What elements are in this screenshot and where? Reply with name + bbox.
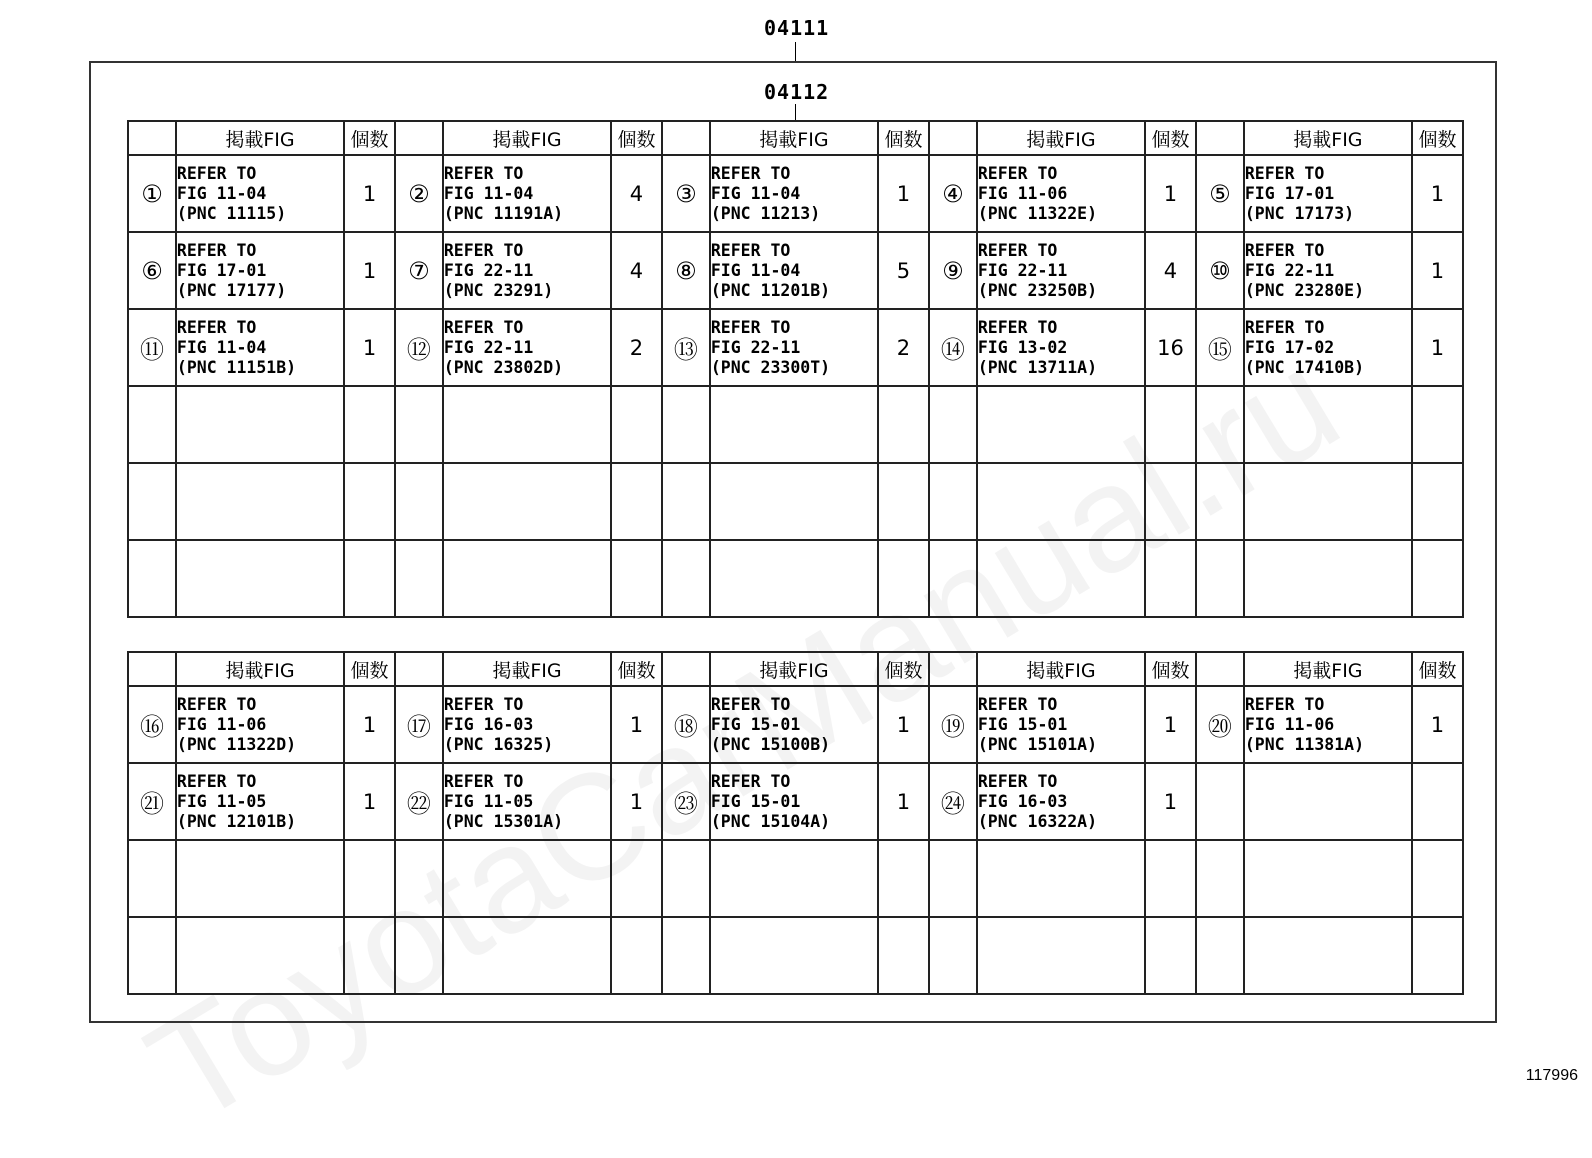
header-qty-label: 個数 bbox=[878, 652, 929, 686]
item-quantity: 2 bbox=[878, 309, 929, 386]
empty-cell bbox=[443, 386, 611, 463]
assembly-label-outer: 04111 bbox=[764, 16, 830, 40]
header-number-cell bbox=[662, 121, 710, 155]
figure-reference bbox=[977, 232, 1145, 309]
empty-cell bbox=[1244, 840, 1412, 917]
empty-row bbox=[128, 386, 1463, 463]
empty-row bbox=[128, 840, 1463, 917]
item-quantity: 2 bbox=[611, 309, 662, 386]
reference-line: FIG 15-01 bbox=[710, 791, 801, 811]
reference-line: FIG 11-05 bbox=[176, 791, 267, 811]
empty-cell bbox=[1196, 840, 1244, 917]
item-quantity: 1 bbox=[878, 686, 929, 763]
empty-cell bbox=[977, 917, 1145, 994]
figure-reference bbox=[977, 686, 1145, 763]
reference-line: (PNC 12101B) bbox=[176, 811, 297, 831]
item-quantity: 1 bbox=[1412, 155, 1463, 232]
empty-cell bbox=[443, 840, 611, 917]
empty-cell bbox=[1196, 463, 1244, 540]
item-number: ⑧ bbox=[662, 232, 710, 309]
reference-table-upper bbox=[127, 120, 1464, 618]
reference-line: FIG 11-06 bbox=[1244, 714, 1335, 734]
item-number: ⑪ bbox=[128, 309, 176, 386]
item-number: ⑤ bbox=[1196, 155, 1244, 232]
empty-cell bbox=[344, 540, 395, 617]
item-quantity: 16 bbox=[1145, 309, 1196, 386]
empty-cell bbox=[1196, 917, 1244, 994]
empty-row bbox=[128, 540, 1463, 617]
empty-cell bbox=[1244, 386, 1412, 463]
empty-cell bbox=[395, 540, 443, 617]
empty-row bbox=[128, 917, 1463, 994]
item-quantity: 4 bbox=[611, 155, 662, 232]
item-quantity: 5 bbox=[878, 232, 929, 309]
figure-reference bbox=[710, 686, 878, 763]
item-quantity: 1 bbox=[1145, 155, 1196, 232]
empty-cell bbox=[710, 463, 878, 540]
item-quantity: 1 bbox=[1412, 232, 1463, 309]
reference-line: (PNC 11322D) bbox=[176, 734, 297, 754]
reference-line: (PNC 23802D) bbox=[443, 357, 564, 377]
empty-cell bbox=[929, 917, 977, 994]
reference-line: REFER TO bbox=[710, 240, 791, 260]
empty-cell bbox=[878, 463, 929, 540]
reference-line: FIG 16-03 bbox=[977, 791, 1068, 811]
empty-cell bbox=[176, 540, 344, 617]
item-number: ⑨ bbox=[929, 232, 977, 309]
figure-reference bbox=[443, 686, 611, 763]
reference-line: FIG 17-01 bbox=[1244, 183, 1335, 203]
reference-line: FIG 22-11 bbox=[443, 260, 534, 280]
header-fig-label: 掲載FIG bbox=[710, 652, 878, 686]
empty-cell bbox=[710, 386, 878, 463]
reference-line: (PNC 15104A) bbox=[710, 811, 831, 831]
empty-cell bbox=[128, 463, 176, 540]
empty-cell bbox=[1412, 463, 1463, 540]
reference-line: (PNC 15101A) bbox=[977, 734, 1098, 754]
reference-line: FIG 11-06 bbox=[176, 714, 267, 734]
figure-reference bbox=[710, 155, 878, 232]
header-qty-label: 個数 bbox=[611, 121, 662, 155]
header-fig-label: 掲載FIG bbox=[1244, 652, 1412, 686]
reference-line: REFER TO bbox=[443, 694, 524, 714]
empty-cell bbox=[662, 840, 710, 917]
header-number-cell bbox=[1196, 121, 1244, 155]
reference-line: FIG 22-11 bbox=[977, 260, 1068, 280]
figure-reference bbox=[710, 232, 878, 309]
item-quantity: 1 bbox=[1145, 686, 1196, 763]
empty-cell bbox=[611, 840, 662, 917]
reference-line: FIG 11-04 bbox=[443, 183, 534, 203]
table-row bbox=[128, 763, 1463, 840]
empty-cell bbox=[1244, 917, 1412, 994]
empty-cell bbox=[443, 540, 611, 617]
reference-line: (PNC 11201B) bbox=[710, 280, 831, 300]
item-number: ㉒ bbox=[395, 763, 443, 840]
header-qty-label: 個数 bbox=[1145, 121, 1196, 155]
empty-cell bbox=[176, 386, 344, 463]
header-number-cell bbox=[395, 121, 443, 155]
empty-cell bbox=[1196, 540, 1244, 617]
empty-cell bbox=[710, 917, 878, 994]
reference-line: REFER TO bbox=[977, 240, 1058, 260]
item-quantity: 1 bbox=[878, 763, 929, 840]
header-fig-label: 掲載FIG bbox=[176, 652, 344, 686]
reference-line: (PNC 16322A) bbox=[977, 811, 1098, 831]
item-number: ⑳ bbox=[1196, 686, 1244, 763]
item-quantity: 1 bbox=[611, 763, 662, 840]
empty-cell bbox=[1145, 917, 1196, 994]
table-row bbox=[128, 155, 1463, 232]
reference-line: REFER TO bbox=[710, 317, 791, 337]
table-row bbox=[128, 686, 1463, 763]
reference-line: REFER TO bbox=[443, 240, 524, 260]
empty-cell bbox=[929, 840, 977, 917]
item-number: ⑱ bbox=[662, 686, 710, 763]
header-fig-label: 掲載FIG bbox=[176, 121, 344, 155]
header-fig-label: 掲載FIG bbox=[977, 652, 1145, 686]
item-quantity: 1 bbox=[344, 309, 395, 386]
empty-cell bbox=[1145, 540, 1196, 617]
reference-line: REFER TO bbox=[977, 771, 1058, 791]
header-number-cell bbox=[128, 652, 176, 686]
header-qty-label: 個数 bbox=[344, 652, 395, 686]
item-number: ⑰ bbox=[395, 686, 443, 763]
reference-line: REFER TO bbox=[176, 771, 257, 791]
header-qty-label: 個数 bbox=[611, 652, 662, 686]
item-number: ③ bbox=[662, 155, 710, 232]
empty-cell bbox=[929, 463, 977, 540]
reference-line: (PNC 11213) bbox=[710, 203, 821, 223]
item-number: ⑯ bbox=[128, 686, 176, 763]
reference-line: REFER TO bbox=[176, 317, 257, 337]
reference-line: (PNC 17410B) bbox=[1244, 357, 1365, 377]
item-number: ⑭ bbox=[929, 309, 977, 386]
table-header-row bbox=[128, 652, 1463, 686]
empty-cell bbox=[1412, 540, 1463, 617]
reference-line: REFER TO bbox=[443, 163, 524, 183]
figure-reference bbox=[443, 155, 611, 232]
header-number-cell bbox=[929, 121, 977, 155]
reference-line: FIG 17-01 bbox=[176, 260, 267, 280]
reference-line: (PNC 23250B) bbox=[977, 280, 1098, 300]
empty-cell bbox=[1145, 840, 1196, 917]
header-fig-label: 掲載FIG bbox=[443, 652, 611, 686]
item-number: ④ bbox=[929, 155, 977, 232]
figure-reference bbox=[443, 763, 611, 840]
header-number-cell bbox=[1196, 652, 1244, 686]
empty-cell bbox=[128, 386, 176, 463]
reference-line: REFER TO bbox=[176, 163, 257, 183]
empty-cell bbox=[977, 386, 1145, 463]
empty-cell bbox=[878, 917, 929, 994]
empty-cell bbox=[128, 540, 176, 617]
reference-line: FIG 22-11 bbox=[443, 337, 534, 357]
empty-cell bbox=[395, 840, 443, 917]
figure-reference bbox=[176, 155, 344, 232]
reference-line: REFER TO bbox=[1244, 317, 1325, 337]
reference-line: FIG 11-04 bbox=[710, 183, 801, 203]
figure-reference bbox=[1244, 155, 1412, 232]
reference-line: REFER TO bbox=[977, 163, 1058, 183]
reference-line: FIG 15-01 bbox=[710, 714, 801, 734]
header-number-cell bbox=[662, 652, 710, 686]
empty-cell bbox=[662, 386, 710, 463]
reference-line: REFER TO bbox=[443, 317, 524, 337]
figure-reference bbox=[710, 763, 878, 840]
leader-line-inner bbox=[795, 104, 796, 120]
empty-row bbox=[128, 463, 1463, 540]
item-number: ⑫ bbox=[395, 309, 443, 386]
item-quantity: 1 bbox=[1412, 686, 1463, 763]
reference-line: REFER TO bbox=[710, 771, 791, 791]
reference-line: (PNC 15100B) bbox=[710, 734, 831, 754]
figure-reference bbox=[443, 309, 611, 386]
header-fig-label: 掲載FIG bbox=[977, 121, 1145, 155]
reference-line: (PNC 11115) bbox=[176, 203, 287, 223]
empty-cell bbox=[344, 386, 395, 463]
item-quantity: 1 bbox=[344, 686, 395, 763]
empty-cell bbox=[176, 840, 344, 917]
empty-cell bbox=[443, 917, 611, 994]
empty-cell bbox=[977, 540, 1145, 617]
empty-cell bbox=[662, 540, 710, 617]
item-number bbox=[1196, 763, 1244, 840]
reference-line: (PNC 11381A) bbox=[1244, 734, 1365, 754]
reference-line: (PNC 23280E) bbox=[1244, 280, 1365, 300]
empty-cell bbox=[977, 463, 1145, 540]
empty-cell bbox=[662, 463, 710, 540]
item-number: ⑥ bbox=[128, 232, 176, 309]
reference-line: REFER TO bbox=[710, 163, 791, 183]
empty-cell bbox=[395, 917, 443, 994]
item-quantity: 1 bbox=[1412, 309, 1463, 386]
item-quantity: 1 bbox=[611, 686, 662, 763]
reference-line: REFER TO bbox=[1244, 163, 1325, 183]
figure-reference bbox=[977, 763, 1145, 840]
reference-line: REFER TO bbox=[710, 694, 791, 714]
empty-cell bbox=[176, 917, 344, 994]
empty-cell bbox=[662, 917, 710, 994]
empty-cell bbox=[878, 386, 929, 463]
item-quantity: 1 bbox=[1145, 763, 1196, 840]
header-fig-label: 掲載FIG bbox=[1244, 121, 1412, 155]
empty-cell bbox=[977, 840, 1145, 917]
leader-line-outer bbox=[795, 42, 796, 62]
reference-line: FIG 11-04 bbox=[176, 183, 267, 203]
reference-line: FIG 22-11 bbox=[1244, 260, 1335, 280]
reference-line: (PNC 11151B) bbox=[176, 357, 297, 377]
header-qty-label: 個数 bbox=[344, 121, 395, 155]
item-quantity: 4 bbox=[611, 232, 662, 309]
figure-reference bbox=[1244, 232, 1412, 309]
empty-cell bbox=[1244, 540, 1412, 617]
item-number: ⑮ bbox=[1196, 309, 1244, 386]
empty-cell bbox=[929, 386, 977, 463]
empty-cell bbox=[1412, 917, 1463, 994]
reference-line: REFER TO bbox=[176, 694, 257, 714]
item-quantity: 1 bbox=[344, 763, 395, 840]
header-qty-label: 個数 bbox=[878, 121, 929, 155]
reference-line: FIG 11-04 bbox=[176, 337, 267, 357]
reference-line: FIG 15-01 bbox=[977, 714, 1068, 734]
reference-line: (PNC 11191A) bbox=[443, 203, 564, 223]
empty-cell bbox=[878, 540, 929, 617]
reference-line: FIG 11-04 bbox=[710, 260, 801, 280]
reference-line: REFER TO bbox=[977, 317, 1058, 337]
reference-line: FIG 13-02 bbox=[977, 337, 1068, 357]
empty-cell bbox=[611, 463, 662, 540]
empty-cell bbox=[710, 840, 878, 917]
figure-reference bbox=[176, 232, 344, 309]
reference-line: FIG 22-11 bbox=[710, 337, 801, 357]
reference-line: REFER TO bbox=[176, 240, 257, 260]
reference-line: REFER TO bbox=[1244, 694, 1325, 714]
item-number: ㉓ bbox=[662, 763, 710, 840]
item-quantity: 1 bbox=[344, 155, 395, 232]
reference-line: (PNC 13711A) bbox=[977, 357, 1098, 377]
empty-cell bbox=[1412, 386, 1463, 463]
empty-cell bbox=[611, 386, 662, 463]
item-number: ㉑ bbox=[128, 763, 176, 840]
figure-reference bbox=[710, 309, 878, 386]
reference-line: FIG 17-02 bbox=[1244, 337, 1335, 357]
figure-reference bbox=[176, 763, 344, 840]
item-number: ⑦ bbox=[395, 232, 443, 309]
item-quantity: 4 bbox=[1145, 232, 1196, 309]
reference-line: (PNC 15301A) bbox=[443, 811, 564, 831]
item-number: ⑲ bbox=[929, 686, 977, 763]
reference-line: REFER TO bbox=[1244, 240, 1325, 260]
reference-line: REFER TO bbox=[977, 694, 1058, 714]
empty-cell bbox=[710, 540, 878, 617]
figure-reference bbox=[1244, 763, 1412, 840]
figure-reference bbox=[977, 309, 1145, 386]
empty-cell bbox=[344, 917, 395, 994]
empty-cell bbox=[395, 463, 443, 540]
empty-cell bbox=[344, 840, 395, 917]
reference-line: FIG 16-03 bbox=[443, 714, 534, 734]
figure-reference bbox=[176, 309, 344, 386]
reference-line: (PNC 11322E) bbox=[977, 203, 1098, 223]
header-qty-label: 個数 bbox=[1145, 652, 1196, 686]
reference-line: REFER TO bbox=[443, 771, 524, 791]
reference-line: (PNC 23300T) bbox=[710, 357, 831, 377]
reference-table-lower bbox=[127, 651, 1464, 995]
empty-cell bbox=[395, 386, 443, 463]
header-fig-label: 掲載FIG bbox=[710, 121, 878, 155]
empty-cell bbox=[1145, 463, 1196, 540]
item-quantity: 1 bbox=[878, 155, 929, 232]
figure-reference bbox=[1244, 309, 1412, 386]
assembly-label-inner: 04112 bbox=[764, 80, 830, 104]
empty-cell bbox=[929, 540, 977, 617]
empty-cell bbox=[1145, 386, 1196, 463]
empty-cell bbox=[1244, 463, 1412, 540]
reference-line: (PNC 17177) bbox=[176, 280, 287, 300]
reference-line: (PNC 17173) bbox=[1244, 203, 1355, 223]
header-fig-label: 掲載FIG bbox=[443, 121, 611, 155]
empty-cell bbox=[1412, 840, 1463, 917]
empty-cell bbox=[611, 540, 662, 617]
header-qty-label: 個数 bbox=[1412, 652, 1463, 686]
empty-cell bbox=[344, 463, 395, 540]
item-quantity bbox=[1412, 763, 1463, 840]
figure-reference bbox=[977, 155, 1145, 232]
item-number: ② bbox=[395, 155, 443, 232]
figure-reference bbox=[443, 232, 611, 309]
empty-cell bbox=[128, 917, 176, 994]
reference-line: (PNC 16325) bbox=[443, 734, 554, 754]
drawing-number: 117996 bbox=[1525, 1067, 1578, 1084]
empty-cell bbox=[878, 840, 929, 917]
item-number: ① bbox=[128, 155, 176, 232]
header-qty-label: 個数 bbox=[1412, 121, 1463, 155]
figure-reference bbox=[1244, 686, 1412, 763]
reference-line: FIG 11-06 bbox=[977, 183, 1068, 203]
table-row bbox=[128, 309, 1463, 386]
empty-cell bbox=[128, 840, 176, 917]
table-header-row bbox=[128, 121, 1463, 155]
figure-reference bbox=[176, 686, 344, 763]
item-number: ⑩ bbox=[1196, 232, 1244, 309]
empty-cell bbox=[611, 917, 662, 994]
empty-cell bbox=[443, 463, 611, 540]
item-quantity: 1 bbox=[344, 232, 395, 309]
header-number-cell bbox=[395, 652, 443, 686]
item-number: ㉔ bbox=[929, 763, 977, 840]
table-row bbox=[128, 232, 1463, 309]
item-number: ⑬ bbox=[662, 309, 710, 386]
reference-line: (PNC 23291) bbox=[443, 280, 554, 300]
reference-line: FIG 11-05 bbox=[443, 791, 534, 811]
header-number-cell bbox=[929, 652, 977, 686]
empty-cell bbox=[176, 463, 344, 540]
header-number-cell bbox=[128, 121, 176, 155]
empty-cell bbox=[1196, 386, 1244, 463]
